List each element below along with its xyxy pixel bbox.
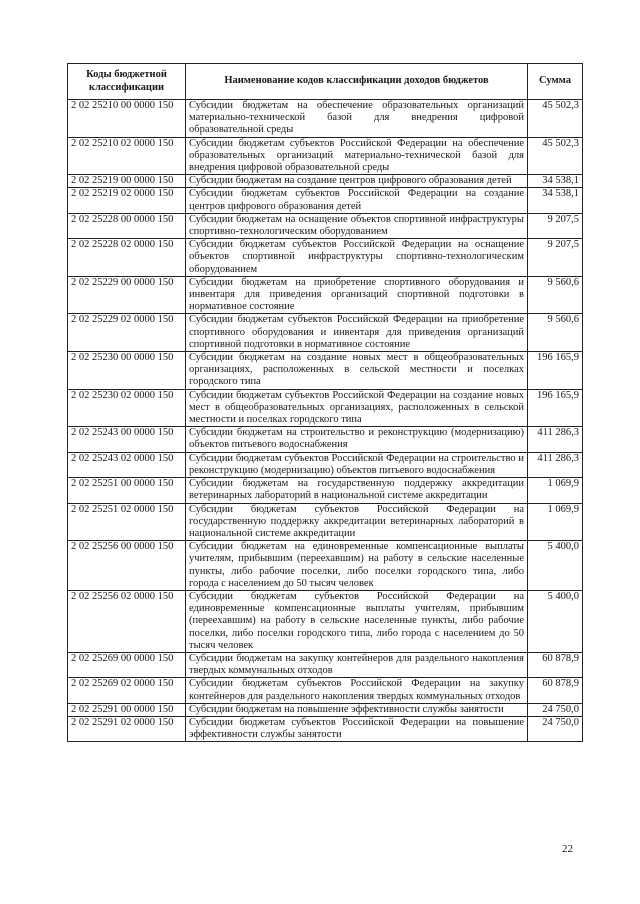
amount-cell: 196 165,9 (528, 352, 583, 390)
code-cell: 2 02 25291 02 0000 150 (68, 716, 186, 741)
name-cell: Субсидии бюджетам субъектов Российской Федерации на повышение эффективности службы занятости (186, 716, 528, 741)
table-row (68, 188, 583, 213)
table-row (68, 175, 583, 188)
name-cell: Субсидии бюджетам на приобретение спортивного оборудования и инвентаря для приведения организаций спортивной подготовки в нормативное состояние (186, 276, 528, 314)
name-cell: Субсидии бюджетам субъектов Российской Федерации на строительство и реконструкцию (модернизацию) объектов питьевого водоснабжения (186, 452, 528, 477)
code-cell: 2 02 25256 02 0000 150 (68, 590, 186, 652)
code-cell: 2 02 25291 00 0000 150 (68, 703, 186, 716)
amount-cell: 60 878,9 (528, 652, 583, 677)
table-row (68, 427, 583, 452)
code-cell: 2 02 25251 00 0000 150 (68, 478, 186, 503)
name-cell: Субсидии бюджетам субъектов Российской Федерации на закупку контейнеров для раздельного накопления твердых коммунальных отходов (186, 678, 528, 703)
name-cell: Субсидии бюджетам на создание новых мест в общеобразовательных организациях, расположенных в сельской местности и поселках городского типа (186, 352, 528, 390)
table-header-row (68, 64, 583, 100)
amount-cell: 60 878,9 (528, 678, 583, 703)
header-codes: Коды бюджетной классификации (68, 64, 186, 100)
amount-cell: 34 538,1 (528, 188, 583, 213)
amount-cell: 9 207,5 (528, 213, 583, 238)
amount-cell: 45 502,3 (528, 100, 583, 138)
code-cell: 2 02 25219 00 0000 150 (68, 175, 186, 188)
amount-cell: 34 538,1 (528, 175, 583, 188)
code-cell: 2 02 25229 02 0000 150 (68, 314, 186, 352)
code-cell: 2 02 25256 00 0000 150 (68, 541, 186, 591)
amount-cell: 5 400,0 (528, 541, 583, 591)
table-row (68, 213, 583, 238)
name-cell: Субсидии бюджетам на государственную поддержку аккредитации ветеринарных лабораторий в национальной системе аккредитации (186, 478, 528, 503)
name-cell: Субсидии бюджетам субъектов Российской Федерации на государственную поддержку аккредитации ветеринарных лабораторий в национальной системе аккредитации (186, 503, 528, 541)
code-cell: 2 02 25251 02 0000 150 (68, 503, 186, 541)
code-cell: 2 02 25243 02 0000 150 (68, 452, 186, 477)
table-row (68, 703, 583, 716)
name-cell: Субсидии бюджетам на строительство и реконструкцию (модернизацию) объектов питьевого водоснабжения (186, 427, 528, 452)
name-cell: Субсидии бюджетам на закупку контейнеров для раздельного накопления твердых коммунальных отходов (186, 652, 528, 677)
amount-cell: 9 560,6 (528, 314, 583, 352)
table-body (68, 100, 583, 742)
amount-cell: 5 400,0 (528, 590, 583, 652)
amount-cell: 24 750,0 (528, 703, 583, 716)
page-number: 22 (562, 843, 573, 855)
budget-classification-table (67, 63, 583, 742)
amount-cell: 9 207,5 (528, 239, 583, 277)
code-cell: 2 02 25269 02 0000 150 (68, 678, 186, 703)
code-cell: 2 02 25228 00 0000 150 (68, 213, 186, 238)
table-row (68, 314, 583, 352)
code-cell: 2 02 25210 00 0000 150 (68, 100, 186, 138)
table-row (68, 100, 583, 138)
code-cell: 2 02 25230 02 0000 150 (68, 389, 186, 427)
amount-cell: 45 502,3 (528, 137, 583, 175)
name-cell: Субсидии бюджетам субъектов Российской Федерации на единовременные компенсационные выплаты учителям, прибывшим (переехавшим) на работу в сельские населенные пункты, либо рабочие поселки, либо поселки городского типа, либо города с населением до 50 тысяч человек (186, 590, 528, 652)
code-cell: 2 02 25210 02 0000 150 (68, 137, 186, 175)
name-cell: Субсидии бюджетам субъектов Российской Федерации на обеспечение образовательных организаций материально-технической базой для внедрения цифровой образовательной среды (186, 137, 528, 175)
table-row (68, 678, 583, 703)
code-cell: 2 02 25243 00 0000 150 (68, 427, 186, 452)
code-cell: 2 02 25230 00 0000 150 (68, 352, 186, 390)
code-cell: 2 02 25228 02 0000 150 (68, 239, 186, 277)
name-cell: Субсидии бюджетам субъектов Российской Федерации на создание центров цифрового образования детей (186, 188, 528, 213)
table-row (68, 503, 583, 541)
amount-cell: 411 286,3 (528, 452, 583, 477)
code-cell: 2 02 25229 00 0000 150 (68, 276, 186, 314)
table-row (68, 137, 583, 175)
amount-cell: 196 165,9 (528, 389, 583, 427)
table-row (68, 478, 583, 503)
name-cell: Субсидии бюджетам на повышение эффективности службы занятости (186, 703, 528, 716)
header-amount: Сумма (528, 64, 583, 100)
header-names: Наименование кодов классификации доходов бюджетов (186, 64, 528, 100)
table-row (68, 541, 583, 591)
table-row (68, 452, 583, 477)
table-row (68, 239, 583, 277)
name-cell: Субсидии бюджетам на оснащение объектов спортивной инфраструктуры спортивно-технологическим оборудованием (186, 213, 528, 238)
amount-cell: 1 069,9 (528, 503, 583, 541)
amount-cell: 9 560,6 (528, 276, 583, 314)
amount-cell: 1 069,9 (528, 478, 583, 503)
name-cell: Субсидии бюджетам на единовременные компенсационные выплаты учителям, прибывшим (переехавшим) на работу в сельские населенные пункты, либо рабочие поселки, либо поселки городского типа, либо города с населением до 50 тысяч человек (186, 541, 528, 591)
table-row (68, 276, 583, 314)
name-cell: Субсидии бюджетам субъектов Российской Федерации на приобретение спортивного оборудования и инвентаря для приведения организаций спортивной подготовки в нормативное состояние (186, 314, 528, 352)
name-cell: Субсидии бюджетам на обеспечение образовательных организаций материально-технической базой для внедрения цифровой образовательной среды (186, 100, 528, 138)
table-row (68, 652, 583, 677)
code-cell: 2 02 25269 00 0000 150 (68, 652, 186, 677)
name-cell: Субсидии бюджетам субъектов Российской Федерации на оснащение объектов спортивной инфраструктуры спортивно-технологическим оборудованием (186, 239, 528, 277)
amount-cell: 411 286,3 (528, 427, 583, 452)
table-row (68, 590, 583, 652)
name-cell: Субсидии бюджетам на создание центров цифрового образования детей (186, 175, 528, 188)
code-cell: 2 02 25219 02 0000 150 (68, 188, 186, 213)
amount-cell: 24 750,0 (528, 716, 583, 741)
table-row (68, 352, 583, 390)
table-row (68, 389, 583, 427)
table-row (68, 716, 583, 741)
name-cell: Субсидии бюджетам субъектов Российской Федерации на создание новых мест в общеобразовательных организациях, расположенных в сельской местности и поселках городского типа (186, 389, 528, 427)
